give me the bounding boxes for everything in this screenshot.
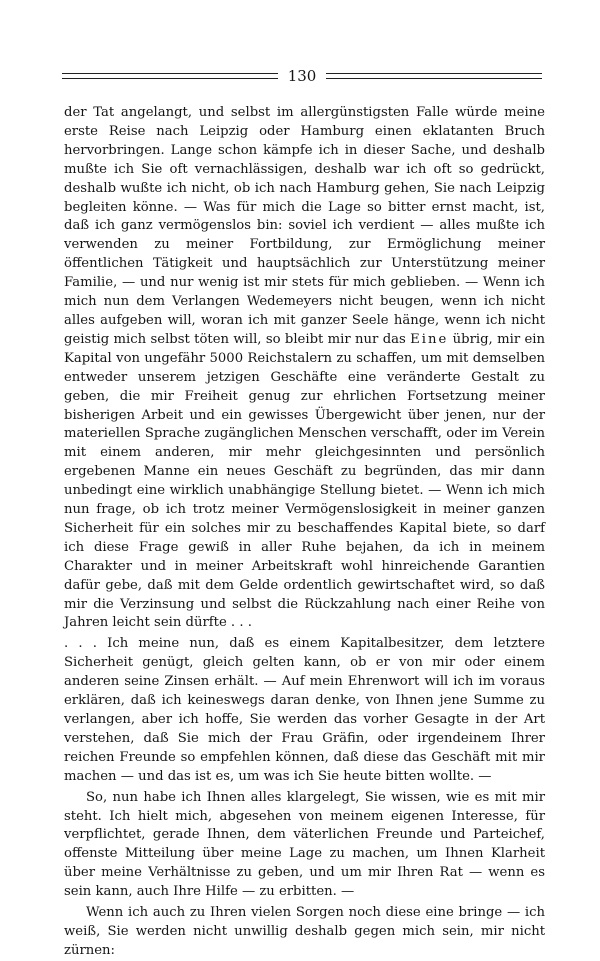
header-rule-left xyxy=(62,73,278,79)
paragraph: So, nun habe ich Ihnen alles klargelegt, Sie wissen, wie es mit mir steht. Ich hielt mich, abgesehen von meinem eigenen Interesse, für verpflichtet, gerade Ihnen, dem väterlichen Freunde und Parteichef, offenste Mitteilung über meine Lage zu machen, um Ihnen Klarheit über meine Verhältnisse zu geben, und um mir Ihren Rat — wenn es sein kann, auch Ihre Hilfe — zu erbitten. — xyxy=(64,789,545,900)
body-text xyxy=(64,104,545,961)
emphasized-word: Eine xyxy=(410,331,449,347)
paragraph-text: übrig, mir ein Kapital von ungefähr 5000 Reichstalern zu schaffen, um mit demselben entweder unserem jetzigen Geschäfte eine veränderte Gestalt zu geben, die mir Freiheit genug zur ehrlichen Fortsetzung meiner bisherigen Arbeit und ein gewisses Übergewicht über jenen, nur der materiellen Sprache zugänglichen Menschen verschafft, oder im Verein mit einem anderen, mir mehr gleichgesinnten und persönlich ergebenen Manne ein neues Geschäft zu begründen, das mir dann unbedingt eine wirklich unabhängige Stellung bietet. — Wenn ich mich nun frage, ob ich trotz meiner Vermögenslosigkeit in meiner ganzen Sicherheit für ein solches mir zu beschaffendes Kapital biete, so darf ich diese Frage gewiß in aller Ruhe bejahen, da ich in meinem Charakter und in meiner Arbeitskraft wohl hinreichende Garantien dafür gebe, daß mit dem Gelde ordentlich gewirtschaftet wird, so daß mir die Verzinsung und selbst die Rückzahlung nach einer Reihe von Jahren leicht sein dürfte . . . xyxy=(64,331,545,631)
page-number: 130 xyxy=(287,67,317,85)
paragraph xyxy=(64,104,545,633)
paragraph-text: der Tat angelangt, und selbst im allergünstigsten Falle würde meine erste Reise nach Leipzig oder Hamburg einen eklatanten Bruch hervorbringen. Lange schon kämpfe ich in dieser Sache, und deshalb mußte ich Sie oft vernachlässigen, deshalb war ich oft so gedrückt, deshalb wußte ich nicht, ob ich nach Hamburg gehen, Sie nach Leipzig begleiten könne. — Was für mich die Lage so bitter ernst macht, ist, daß ich ganz vermögenslos bin: soviel ich verdient — alles mußte ich verwenden zu meiner Fortbildung, zur Ermöglichung meiner öffentlichen Tätigkeit und hauptsächlich zur Unterstützung meiner Familie, — und nur wenig ist mir stets für mich geblieben. — Wenn ich mich nun dem Verlangen Wedemeyers nicht beugen, wenn ich nicht alles aufgeben will, woran ich mit ganzer Seele hänge, wenn ich nicht geistig mich selbst töten will, so bleibt mir nur das xyxy=(64,105,545,347)
paragraph: Wenn ich auch zu Ihren vielen Sorgen noch diese eine bringe — ich weiß, Sie werden nicht unwillig deshalb gegen mich sein, mir nicht zürnen: xyxy=(64,905,545,958)
paragraph: . . . Ich meine nun, daß es einem Kapitalbesitzer, dem letztere Sicherheit genügt, gleich gelten kann, ob er von mir oder einem anderen seine Zinsen erhält. — Auf mein Ehrenwort will ich im voraus erklären, daß ich keineswegs daran denke, von Ihnen jene Summe zu verlangen, aber ich hoffe, Sie werden das vorher Gesagte in der Art verstehen, daß Sie mich der Frau Gräfin, oder irgendeinem Ihrer reichen Freunde so empfehlen können, daß diese das Geschäft mit mir machen — und das ist es, um was ich Sie heute bitten wollte. — xyxy=(64,636,545,784)
page-header xyxy=(62,66,542,86)
header-rule-right xyxy=(326,73,542,79)
